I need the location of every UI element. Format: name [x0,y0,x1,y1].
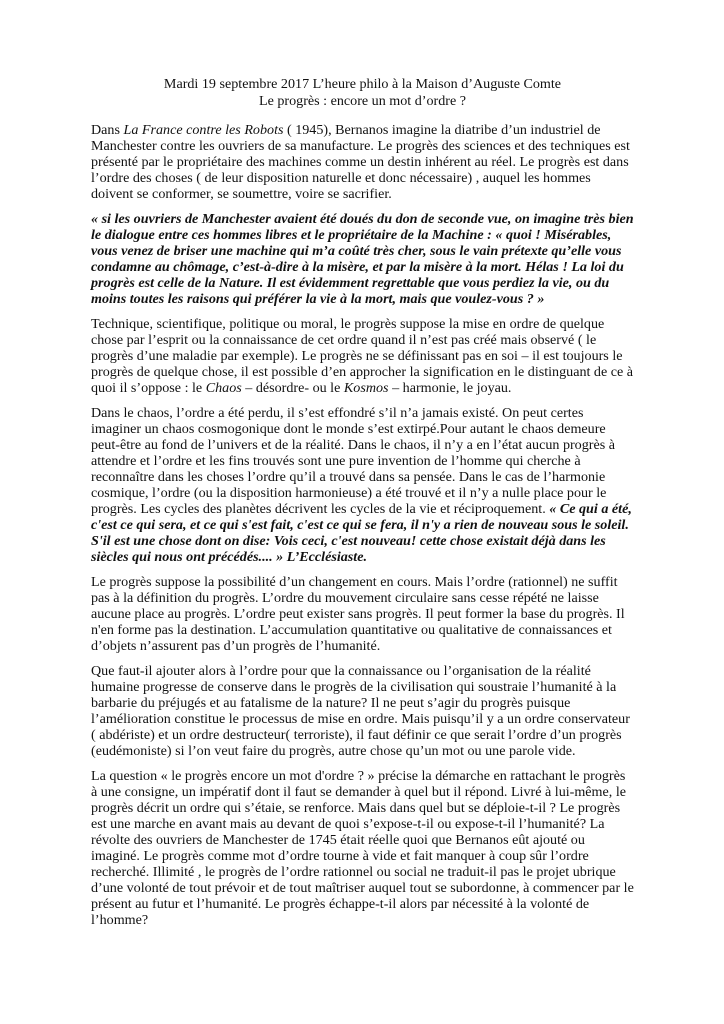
paragraph-progress-order: Le progrès suppose la possibilité d’un changement en cours. Mais l’ordre (rationnel) ne suffit pas à la définition du progrès. L’ordre du mouvement circulaire sans cesse répété ne laisse aucune place au progrès. L’ordre peut exister sans progrès. Il peut former la base du progrès. Il n'en forme pas la destination. L’accumulation quantitative ou qualitative de connaissances et d’objets n’assurent pas d’un progrès de l’humanité. [91,574,625,654]
document-header [91,76,634,110]
paragraph-chaos [91,405,634,565]
paragraph-definition-mid: – désordre- ou le [241,380,344,396]
term-kosmos: Kosmos [343,380,389,396]
paragraph-question: La question « le progrès encore un mot d'ordre ? » précise la démarche en rattachant le progrès à une consigne, un impératif dont il faut se demander à quel but il répond. Livré à lui-même, le progrès décrit un ordre qui s’étaie, se renforce. Mais dans quel but se déploie-t-il ? Le progrès est une marche en avant mais au devant de quoi s’expose-t-il ou expose-t-il l’humanité? La révolte des ouvriers de Manchester de 1745 était réelle quoi que Bernanos eût ajouté ou imaginé. Le progrès comme mot d’ordre tourne à vide et fait manquer à coup sûr l’ordre recherché. Illimité , le progrès de l’ordre rationnel ou social ne traduit-il pas le projet ubrique d’une volonté de tout prévoir et de tout maîtriser auquel tout se subordonne, à commencer par le présent au futur et l’humanité. Le progrès échappe-t-il alors par nécessité à la volonté de l’homme? [91,768,634,928]
paragraph-intro-rest: ( 1945), Bernanos imagine la diatribe d’un industriel de Manchester contre les ouvriers de sa manufacture. Le progrès des sciences et des techniques est présenté par le propriétaire des machines comme un destin inhérent au réel. Le progrès est dans l’ordre des choses ( de leur disposition naturelle et donc nécessaire) , auquel les hommes doivent se conformer, se soumettre, voire se sacrifier. [91,122,630,202]
paragraph-civilisation: Que faut-il ajouter alors à l’ordre pour que la connaissance ou l’organisation de la réalité humaine progresse de conserve dans le progrès de la civilisation qui soustraie l’humanité à la barbarie du préjugés et au fatalisme de la nature? Il ne peut s’agir du progrès puisque l’amélioration constitue le processus de mise en ordre. Mais puisqu’il y a un ordre conservateur ( abdériste) et un ordre destructeur( terroriste), il faut définir ce que serait l’ordre d’un progrès (eudémoniste) si l’on veut faire du progrès, autre chose qu’un mot ou une parole vide. [91,663,630,759]
bernanos-quote: « si les ouvriers de Manchester avaient été doués du don de seconde vue, on imagine très bien le dialogue entre ces hommes libres et le propriétaire de la Machine : « quoi ! Misérables, vous venez de briser une machine qui m’a coûté très cher, sous le vain prétexte qu’elle vous condamne au chômage, c’est-à-dire à la misère, et par la misère à la mort. Hélas ! La loi du progrès est celle de la Nature. Il est évidemment regrettable que vous perdiez la vie, ou du moins toutes les raisons qui préférer la vie à la mort, mais que voulez-vous ? » [91,211,634,307]
ecclesiaste-citation: « Ce qui a été, c'est ce qui sera, et ce qui s'est fait, c'est ce qui se fera, il n'y a rien de nouveau sous le soleil. S'il est une chose dont on dise: Vois ceci, c'est nouveau! cette chose existait déjà dans les siècles qui nous ont précédés.... » L’Ecclésiaste. [91,501,632,565]
book-title: La France contre les Robots [123,122,284,138]
paragraph-definition-start: Technique, scientifique, politique ou moral, le progrès suppose la mise en ordre de quelque chose par l’esprit ou la connaissance de cet ordre quand il n’est pas créé mais observé ( le progrès d’une maladie par exemple). Le progrès ne se définissant pas en soi – il est toujours le progrès de quelque chose, il est possible d’en approcher la signification en le distinguant de ce à quoi il s’oppose : le [91,316,634,396]
term-chaos: Chaos [205,380,242,396]
paragraph-chaos-text: Dans le chaos, l’ordre a été perdu, il s’est effondré s’il n’a jamais existé. On peut certes imaginer un chaos cosmogonique dont le monde s’est extirpé.Pour autant le chaos demeure peut-être au fond de l’univers et de la réalité. Dans le chaos, il n’y a en l’état aucun progrès à attendre et l’ordre et les fins trouvés sont une pure invention de l’homme qui cherche à reconnaître dans les choses l’ordre qu’il a trouvé dans sa pensée. Dans le cas de l’harmonie cosmique, l’ordre (ou la disposition harmonieuse) a été trouvé et il n’y a nulle place pour le progrès. Les cycles des planètes décrivent les cycles de la vie et réciproquement. [91,405,615,517]
header-date-line: Mardi 19 septembre 2017 L’heure philo à la Maison d’Auguste Comte [163,76,562,92]
header-title: Le progrès : encore un mot d’ordre ? [258,93,467,109]
paragraph-definition [91,316,634,396]
paragraph-intro-start: Dans [91,122,124,138]
paragraph-intro [91,122,634,202]
paragraph-definition-end: – harmonie, le joyau. [388,380,512,396]
